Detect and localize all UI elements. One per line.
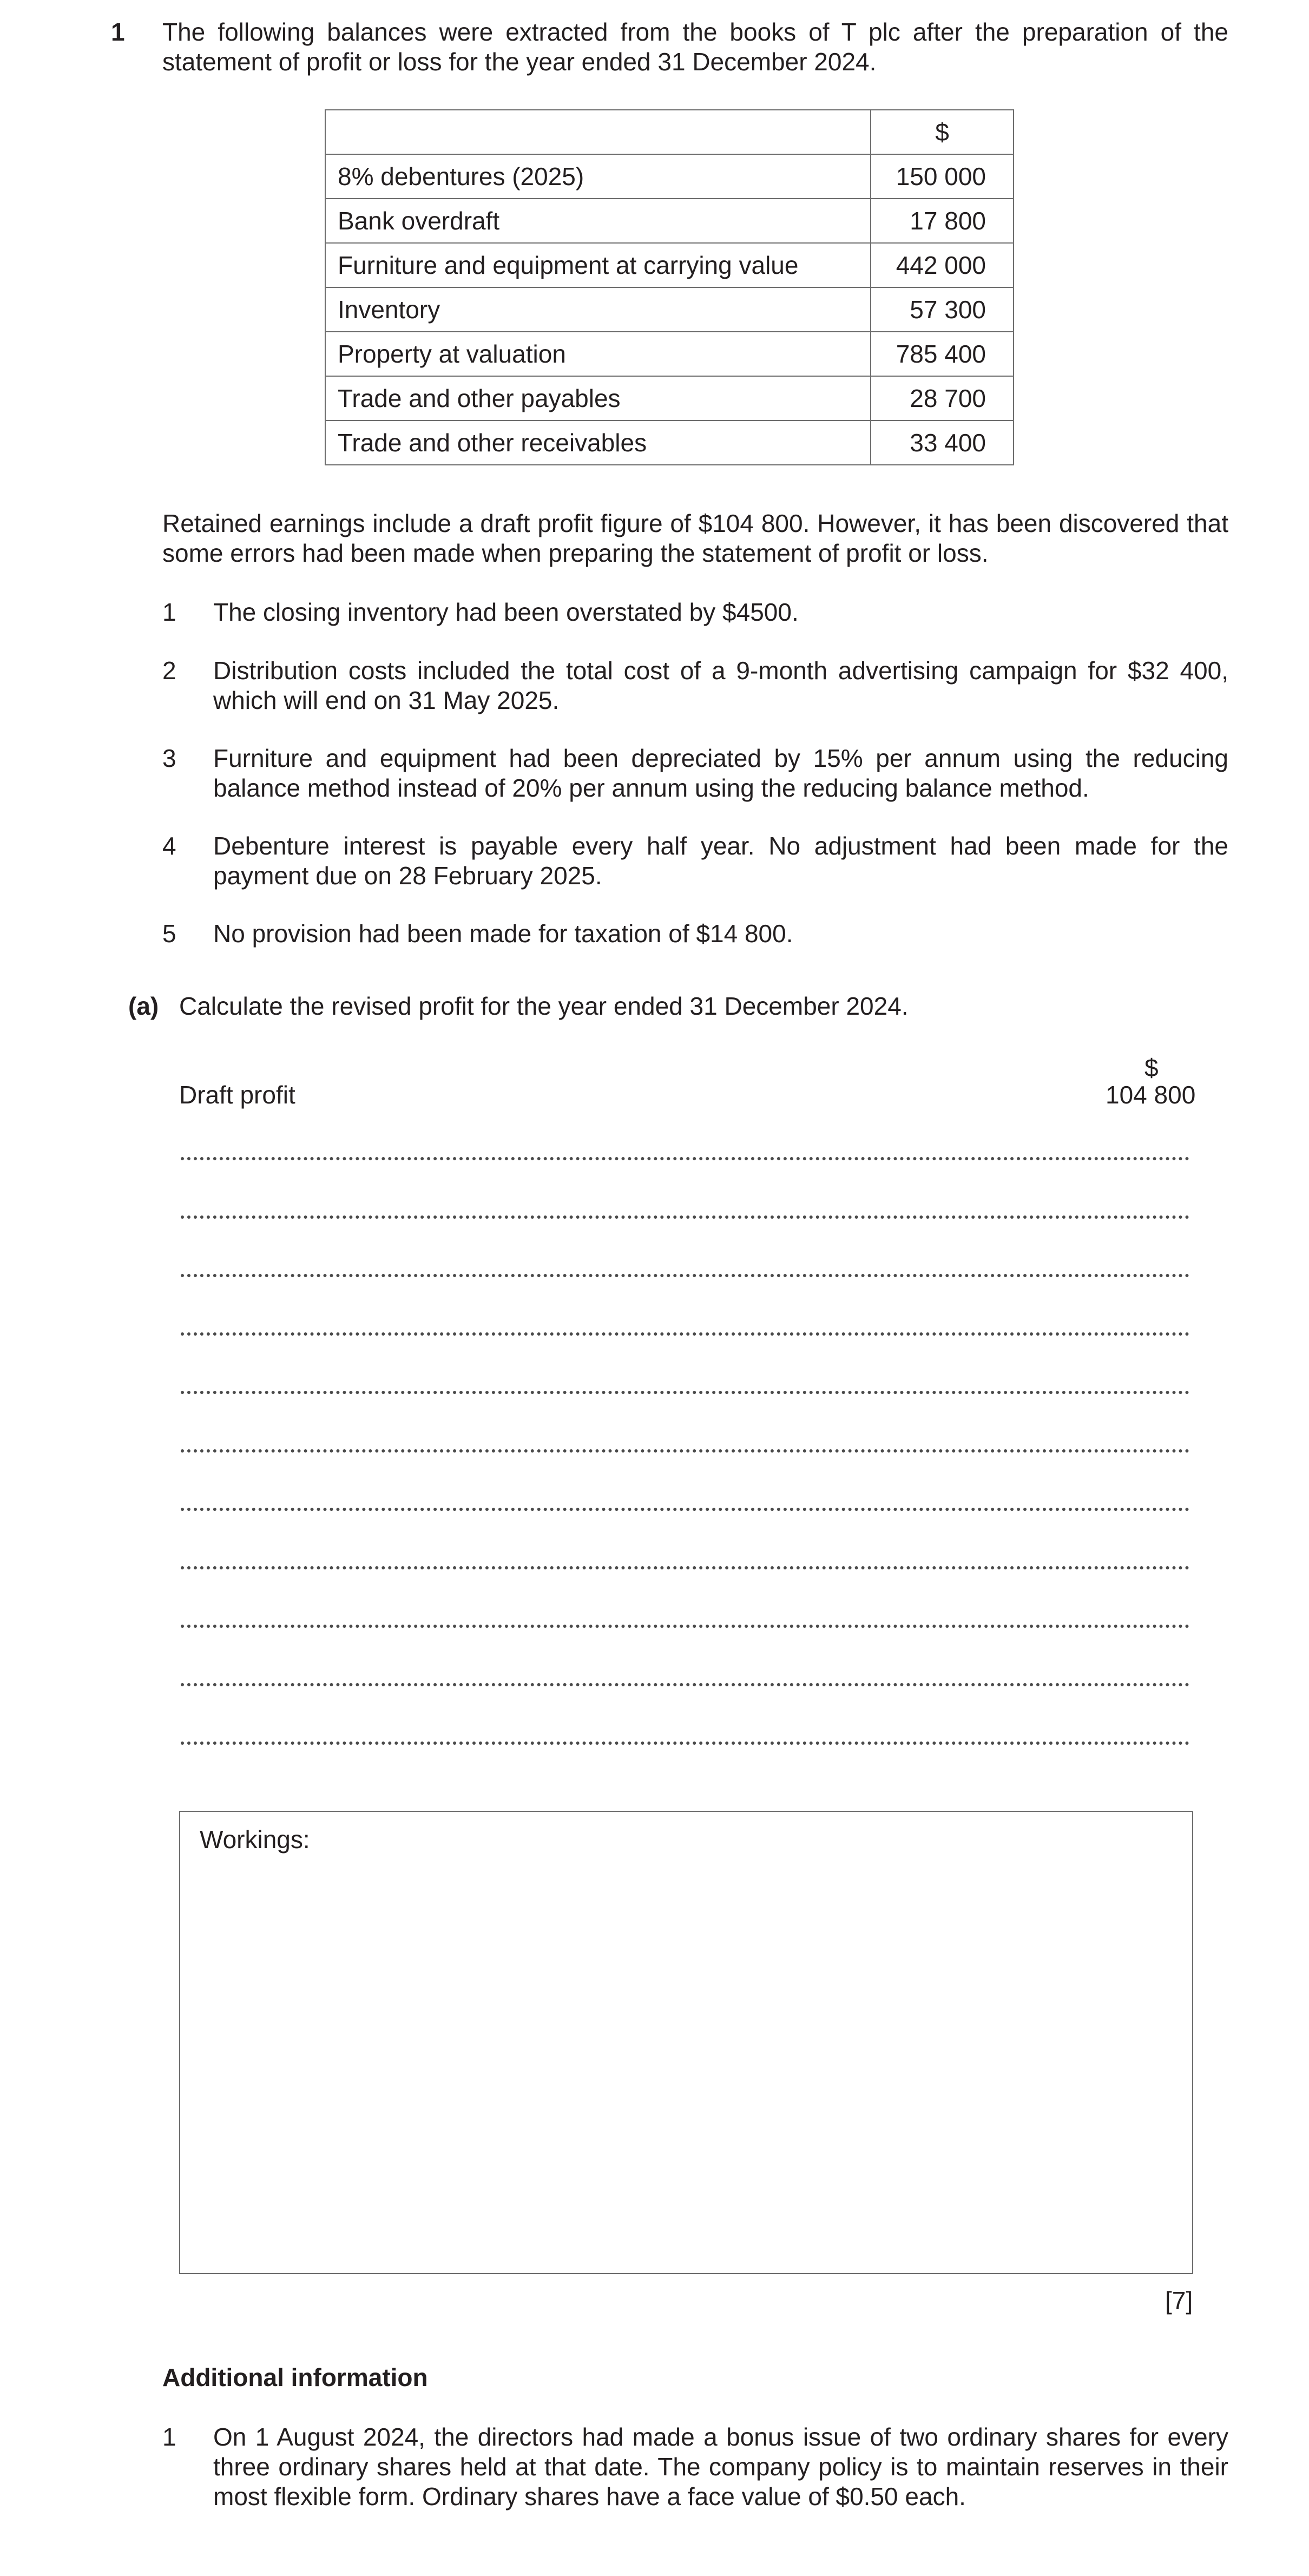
error-number: 5 [162, 919, 176, 948]
additional-item-text: On 1 August 2024, the directors had made a bonus issue of two ordinary shares for every three ordinary shares held at that date. The company policy is to maintain reserves in their most flexible form. Ordinary shares have a face value of $0.50 each. [213, 2423, 1228, 2511]
table-row [325, 154, 1014, 199]
table-row [325, 287, 1014, 332]
answer-line[interactable] [181, 1215, 1189, 1219]
workings-label: Workings: [200, 1825, 310, 1854]
answer-line[interactable] [181, 1449, 1189, 1453]
balance-amount: 785 400 [871, 332, 1014, 376]
error-number: 4 [162, 832, 176, 860]
balances-table [325, 109, 1014, 465]
balance-label: 8% debentures (2025) [325, 154, 871, 199]
table-header-blank [325, 110, 871, 154]
question-number: 1 [111, 18, 125, 46]
error-text: No provision had been made for taxation of $14 800. [213, 919, 793, 948]
table-row [325, 420, 1014, 465]
balance-amount: 17 800 [871, 199, 1014, 243]
balance-label: Inventory [325, 287, 871, 332]
answer-line[interactable] [181, 1157, 1189, 1160]
answer-line[interactable] [181, 1508, 1189, 1511]
error-text: Distribution costs included the total cost of a 9-month advertising campaign for $32 400, which will end on 31 May 2025. [213, 656, 1228, 714]
part-a-question: Calculate the revised profit for the year ended 31 December 2024. [179, 992, 909, 1020]
error-number: 2 [162, 656, 176, 685]
answer-line[interactable] [181, 1274, 1189, 1277]
balance-label: Bank overdraft [325, 199, 871, 243]
part-a-label: (a) [128, 992, 159, 1020]
additional-item-number: 1 [162, 2423, 176, 2451]
error-number: 3 [162, 744, 176, 772]
retained-earnings-text: Retained earnings include a draft profit figure of $104 800. However, it has been discovered that some errors had been made when preparing the statement of profit or loss. [162, 509, 1228, 567]
balance-label: Trade and other receivables [325, 420, 871, 465]
balance-amount: 150 000 [871, 154, 1014, 199]
table-row [325, 376, 1014, 420]
answer-line[interactable] [181, 1742, 1189, 1745]
answer-line[interactable] [181, 1683, 1189, 1686]
balance-amount: 28 700 [871, 376, 1014, 420]
answer-line[interactable] [181, 1625, 1189, 1628]
answer-line[interactable] [181, 1391, 1189, 1394]
question-intro: The following balances were extracted from the books of T plc after the preparation of the statement of profit or loss for the year ended 31 December 2024. [162, 18, 1228, 76]
additional-info-heading: Additional information [162, 2363, 428, 2391]
table-header-row [325, 110, 1014, 154]
balance-label: Property at valuation [325, 332, 871, 376]
answer-currency-header: $ [1144, 1054, 1159, 1082]
error-text: The closing inventory had been overstated by $4500. [213, 598, 799, 626]
draft-profit-label: Draft profit [179, 1081, 295, 1109]
currency-header: $ [871, 110, 1014, 154]
answer-line[interactable] [181, 1332, 1189, 1336]
answer-line[interactable] [181, 1566, 1189, 1569]
balance-label: Furniture and equipment at carrying value [325, 243, 871, 287]
draft-profit-value: 104 800 [1106, 1081, 1196, 1109]
workings-box[interactable] [179, 1811, 1193, 2274]
table-row [325, 332, 1014, 376]
error-number: 1 [162, 598, 176, 626]
balance-label: Trade and other payables [325, 376, 871, 420]
error-text: Furniture and equipment had been depreciated by 15% per annum using the reducing balance method instead of 20% per annum using the reducing balance method. [213, 744, 1228, 802]
balance-amount: 57 300 [871, 287, 1014, 332]
balance-amount: 442 000 [871, 243, 1014, 287]
error-text: Debenture interest is payable every half year. No adjustment had been made for the payment due on 28 February 2025. [213, 832, 1228, 890]
table-row [325, 199, 1014, 243]
marks-allocation: [7] [1165, 2286, 1193, 2315]
balance-amount: 33 400 [871, 420, 1014, 465]
table-row [325, 243, 1014, 287]
